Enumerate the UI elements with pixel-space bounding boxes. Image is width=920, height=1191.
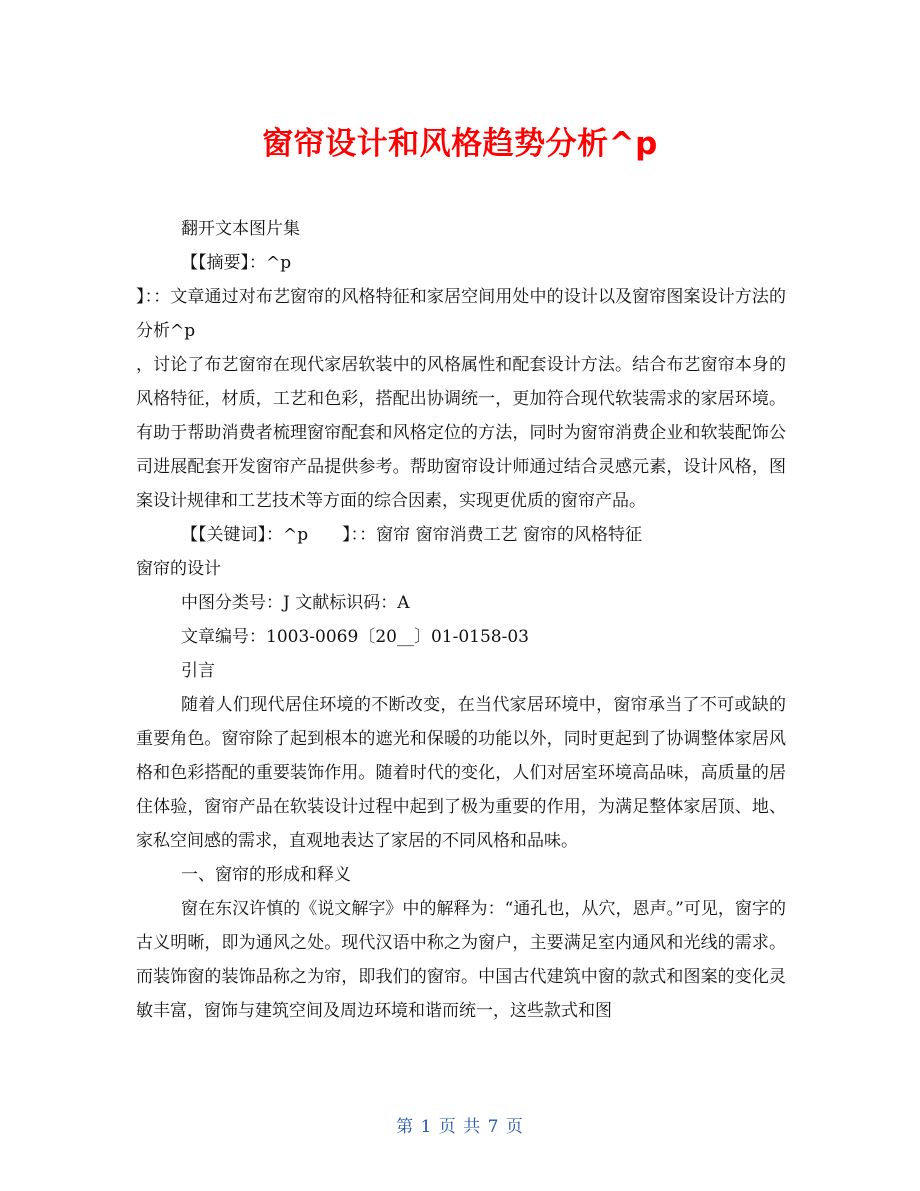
section-heading-1: 一、窗帘的形成和释义 [181, 865, 352, 885]
paragraph-section-1-body: 窗在东汉许慎的《说文解字》中的解释为：“通孔也，从穴，恩声。”可见，窗字的古义明晰，即为通风之处。现代汉语中称之为窗户，主要满足室内通风和光线的需求。而装饰窗的装饰品称之为帘，即我们的窗帘。中国古代建筑中窗的款式和图案的变化灵敏丰富，窗饰与建筑空间及周边环境和谐而统一，这些款式和图 [136, 899, 786, 1021]
paragraph-image-collection: 翻开文本图片集 [181, 219, 301, 239]
paragraph-article-number: 文章编号：1003-0069〔20__〕01-0158-03 [181, 627, 529, 647]
paragraph-abstract-start: 】：：文章通过对布艺窗帘的风格特征和家居空间用处中的设计以及窗帘图案设计方法的分析^p [136, 287, 786, 341]
paragraph-intro-heading: 引言 [181, 661, 216, 681]
paragraph-classification: 中图分类号：J 文献标识码：A [181, 593, 410, 613]
document-body [136, 212, 786, 1028]
page-number-footer: 第 1 页 共 7 页 [396, 1117, 524, 1137]
paragraph-abstract-body: ，讨论了布艺窗帘在现代家居软装中的风格属性和配套设计方法。结合布艺窗帘本身的风格特征，材质，工艺和色彩，搭配出协调统一，更加符合现代软装需求的家居环境。有助于帮助消费者梳理窗帘配套和风格定位的方法，同时为窗帘消费企业和软装配饰公司进展配套开发窗帘产品提供参考。帮助窗帘设计师通过结合灵感元素，设计风格，图案设计规律和工艺技术等方面的综合因素，实现更优质的窗帘产品。 [136, 355, 786, 511]
paragraph-abstract-label: 【【摘要】：^p [181, 253, 292, 273]
paragraph-keywords-cont: 窗帘的设计 [136, 559, 221, 579]
paragraph-keywords: 【【关键词】：^p 】：：窗帘 窗帘消费工艺 窗帘的风格特征 [181, 525, 642, 545]
paragraph-intro-body: 随着人们现代居住环境的不断改变，在当代家居环境中，窗帘承当了不可或缺的重要角色。窗帘除了起到根本的遮光和保暖的功能以外，同时更起到了协调整体家居风格和色彩搭配的重要装饰作用。随着时代的变化，人们对居室环境高品味，高质量的居住体验，窗帘产品在软装设计过程中起到了极为重要的作用，为满足整体家居顶、地、家私空间感的需求，直观地表达了家居的不同风格和品味。 [136, 695, 786, 851]
document-title: 窗帘设计和风格趋势分析^p [262, 126, 658, 162]
